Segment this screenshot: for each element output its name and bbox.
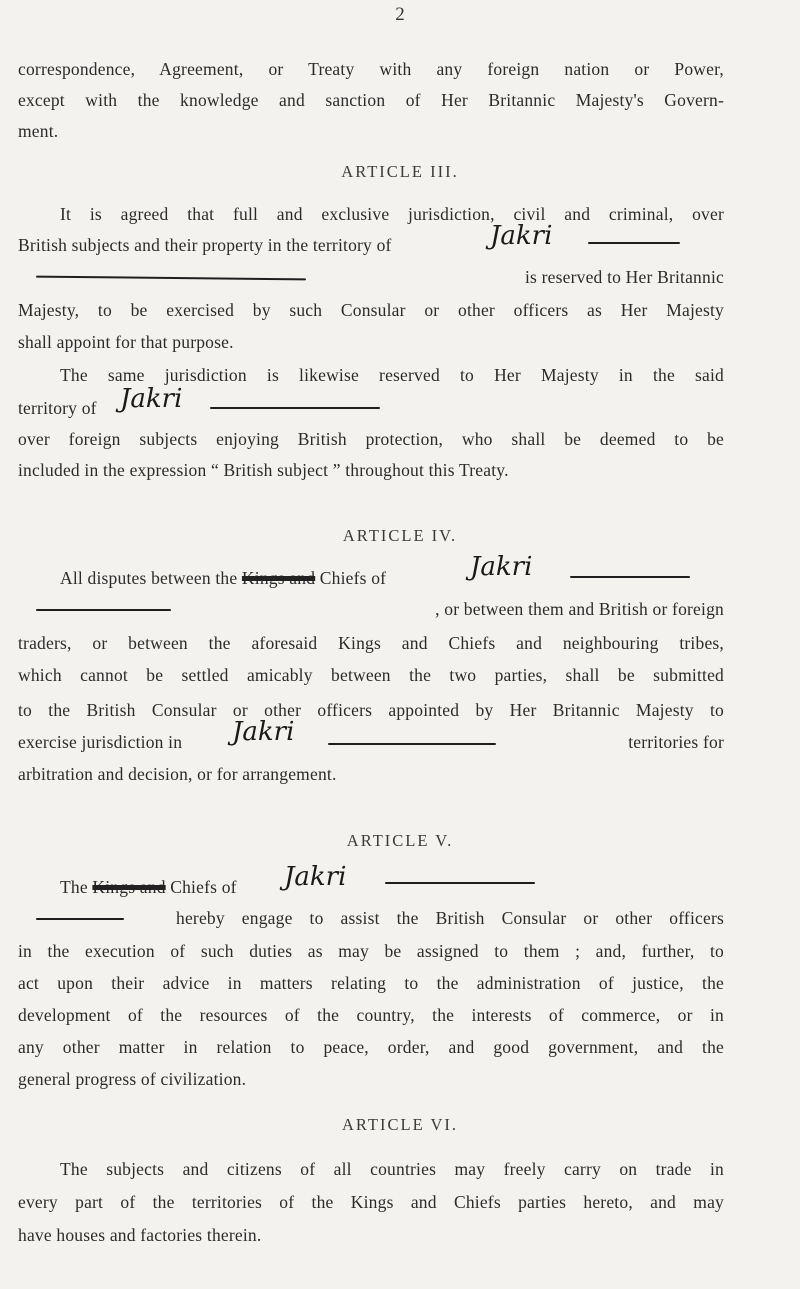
text-line [60, 876, 310, 898]
text-line: hereby engage to assist the British Consular or other officers [176, 908, 724, 928]
text-line: territory of [18, 398, 97, 418]
handwritten-territory-name: Jakri [490, 221, 553, 251]
text-line: shall appoint for that purpose. [18, 332, 234, 352]
text-line: correspondence, Agreement, or Treaty with any foreign nation or Power, [18, 59, 724, 79]
text-line: any other matter in relation to peace, order, and good government, and the [18, 1037, 724, 1057]
text-line: development of the resources of the country, the interests of commerce, or in [18, 1005, 724, 1025]
blank-dash [570, 576, 690, 578]
text-span: Chiefs of [170, 877, 237, 897]
text-line: over foreign subjects enjoying British protection, who shall be deemed to be [18, 429, 724, 449]
text-line [60, 567, 480, 589]
article-3-heading: ARTICLE III. [341, 162, 459, 181]
text-line: exercise jurisdiction in [18, 732, 183, 752]
text-line: Majesty, to be exercised by such Consular or other officers as Her Majesty [18, 300, 724, 320]
blank-dash [588, 242, 680, 244]
text-line: is reserved to Her Britannic [524, 267, 724, 287]
text-line: every part of the territories of the Kings and Chiefs parties hereto, and may [18, 1192, 724, 1212]
blank-dash [385, 882, 535, 884]
article-4-heading: ARTICLE IV. [342, 526, 458, 545]
article-5-heading: ARTICLE V. [346, 831, 454, 850]
blank-dash [36, 918, 124, 920]
text-line: , or between them and British or foreign [435, 599, 724, 619]
text-line: except with the knowledge and sanction of Her Britannic Majesty's Govern- [18, 90, 724, 110]
blank-dash [328, 743, 496, 745]
struck-text: Kings and [92, 877, 166, 897]
text-line: ment. [18, 121, 59, 141]
handwritten-territory-name: Jakri [470, 552, 533, 582]
text-span: All disputes between the [60, 568, 238, 588]
text-line: arbitration and decision, or for arrangement. [18, 764, 337, 784]
text-line: in the execution of such duties as may be assigned to them ; and, further, to [18, 941, 724, 961]
article-6-heading: ARTICLE VI. [341, 1115, 459, 1134]
text-span: The [60, 877, 88, 897]
text-line: included in the expression “ British subject ” throughout this Treaty. [18, 460, 509, 480]
blank-dash [210, 407, 380, 409]
text-span: Chiefs of [319, 568, 387, 588]
page-number: 2 [395, 4, 405, 25]
text-line: The subjects and citizens of all countries may freely carry on trade in [60, 1159, 724, 1179]
text-line: which cannot be settled amicably between the two parties, shall be submitted [18, 665, 724, 685]
text-line: traders, or between the aforesaid Kings and Chiefs and neighbouring tribes, [18, 633, 724, 653]
blank-dash [36, 276, 306, 281]
handwritten-territory-name: Jakri [232, 717, 295, 747]
text-line: territories for [628, 732, 724, 752]
text-line: British subjects and their property in the territory of [18, 235, 392, 255]
text-line: to the British Consular or other officers appointed by Her Britannic Majesty to [18, 700, 724, 720]
handwritten-territory-name: Jakri [284, 862, 347, 892]
handwritten-territory-name: Jakri [120, 384, 183, 414]
text-line: The same jurisdiction is likewise reserved to Her Majesty in the said [60, 365, 724, 385]
text-line: have houses and factories therein. [18, 1225, 262, 1245]
text-line: It is agreed that full and exclusive jurisdiction, civil and criminal, over [60, 204, 724, 224]
blank-dash [36, 609, 171, 611]
struck-text: Kings and [241, 568, 316, 588]
text-line: general progress of civilization. [18, 1069, 247, 1089]
text-line: act upon their advice in matters relating to the administration of justice, the [18, 973, 724, 993]
